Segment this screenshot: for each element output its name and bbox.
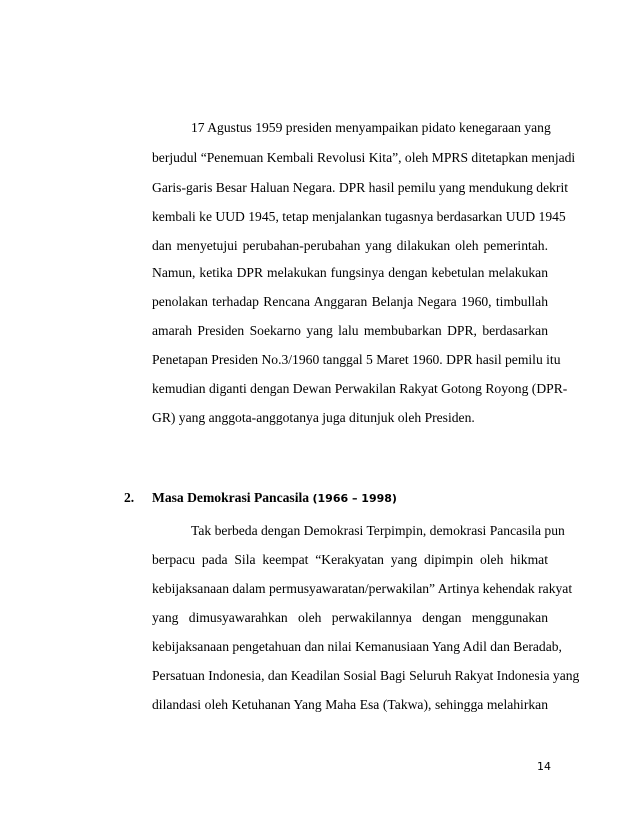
paragraph-line: 17 Agustus 1959 presiden menyampaikan pidato kenegaraan yang [191, 120, 551, 135]
paragraph-line: berpacu pada Sila keempat “Kerakyatan yang dipimpin oleh hikmat [152, 552, 548, 567]
paragraph-line: kebijaksanaan dalam permusyawaratan/perwakilan” Artinya kehendak rakyat [152, 581, 573, 596]
paragraph-line: amarah Presiden Soekarno yang lalu membubarkan DPR, berdasarkan [152, 323, 548, 338]
paragraph-line: Garis-garis Besar Haluan Negara. DPR hasil pemilu yang mendukung dekrit [152, 180, 569, 195]
page-number: 14 [537, 760, 551, 773]
section-number: 2. [124, 490, 135, 505]
paragraph-line: dilandasi oleh Ketuhanan Yang Maha Esa (Takwa), sehingga melahirkan [152, 697, 548, 712]
paragraph-line: Namun, ketika DPR melakukan fungsinya dengan kebetulan melakukan [152, 265, 548, 280]
section-heading [124, 490, 397, 507]
paragraph-line: berjudul “Penemuan Kembali Revolusi Kita”, oleh MPRS ditetapkan menjadi [152, 150, 576, 165]
paragraph-line: kemudian diganti dengan Dewan Perwakilan Rakyat Gotong Royong (DPR- [152, 381, 568, 396]
section-title: Masa Demokrasi Pancasila [152, 490, 310, 505]
paragraph-line: penolakan terhadap Rencana Anggaran Belanja Negara 1960, timbullah [152, 294, 548, 309]
paragraph-line: yang dimusyawarahkan oleh perwakilannya dengan menggunakan [152, 610, 548, 625]
paragraph-line: kembali ke UUD 1945, tetap menjalankan tugasnya berdasarkan UUD 1945 [152, 209, 566, 224]
section-years: (1966 – 1998) [312, 492, 397, 505]
paragraph-line: GR) yang anggota-anggotanya juga ditunjuk oleh Presiden. [152, 410, 475, 425]
paragraph-line: Persatuan Indonesia, dan Keadilan Sosial Bagi Seluruh Rakyat Indonesia yang [152, 668, 580, 683]
paragraph-line: kebijaksanaan pengetahuan dan nilai Kemanusiaan Yang Adil dan Beradab, [152, 639, 562, 654]
paragraph-line: Penetapan Presiden No.3/1960 tanggal 5 Maret 1960. DPR hasil pemilu itu [152, 352, 561, 367]
paragraph-line: Tak berbeda dengan Demokrasi Terpimpin, demokrasi Pancasila pun [191, 523, 565, 538]
paragraph-line: dan menyetujui perubahan-perubahan yang dilakukan oleh pemerintah. [152, 238, 548, 253]
